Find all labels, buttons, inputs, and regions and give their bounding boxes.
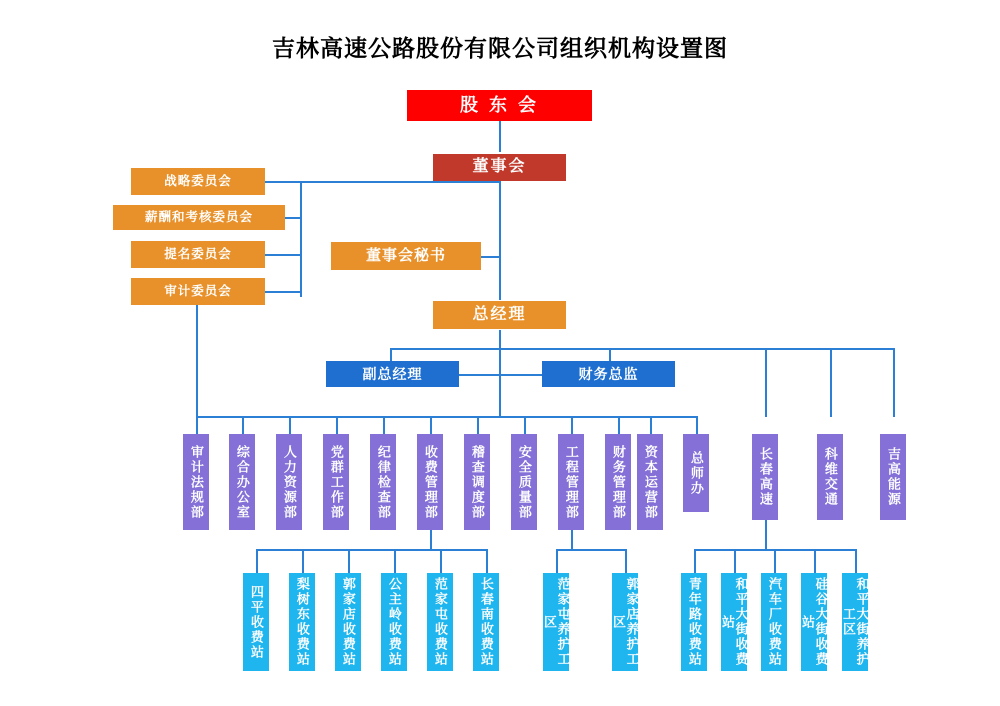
connector-committee-1 xyxy=(265,181,500,183)
connector-branch-right-3 xyxy=(893,348,895,417)
node-department-9[interactable]: 财务管理部 xyxy=(605,434,631,530)
node-committee-2[interactable]: 提名委员会 xyxy=(131,241,265,268)
connector-gm-branch xyxy=(390,348,893,350)
node-department-12[interactable]: 长春高速 xyxy=(752,434,778,520)
connector-dept-stub-12 xyxy=(696,416,698,434)
node-maintenance-zone-0[interactable]: 范家屯养护工区 xyxy=(543,573,569,671)
connector-dept-stub-11 xyxy=(650,416,652,434)
node-toll-station-2[interactable]: 郭家店收费站 xyxy=(335,573,361,671)
connector-dept-stub-6 xyxy=(430,416,432,434)
node-committee-3[interactable]: 审计委员会 xyxy=(131,278,265,305)
connector-cc-stub-3 xyxy=(774,549,776,573)
connector-dept-stub-4 xyxy=(336,416,338,434)
node-board-of-directors[interactable]: 董事会 xyxy=(433,154,566,181)
node-maintenance-zone-1[interactable]: 郭家店养护工区 xyxy=(612,573,638,671)
connector-branch-right-1 xyxy=(765,348,767,417)
node-toll-station-3[interactable]: 公主岭收费站 xyxy=(381,573,407,671)
node-department-1[interactable]: 综合办公室 xyxy=(229,434,255,530)
node-changchun-unit-3[interactable]: 硅谷大街收费站 xyxy=(801,573,827,671)
connector-toll-stub-6 xyxy=(486,549,488,573)
node-shareholders-meeting[interactable]: 股 东 会 xyxy=(407,90,592,121)
connector-dept-stub-7 xyxy=(477,416,479,434)
connector-toll-stub-3 xyxy=(348,549,350,573)
connector-shareholders-board xyxy=(499,120,501,152)
connector-cc-stub-5 xyxy=(855,549,857,573)
connector-committee-2 xyxy=(285,217,301,219)
node-toll-station-5[interactable]: 长春南收费站 xyxy=(473,573,499,671)
node-department-13[interactable]: 科维交通 xyxy=(817,434,843,520)
connector-toll-bus xyxy=(256,549,486,551)
connector-committee-3 xyxy=(265,254,301,256)
connector-branch-right-2 xyxy=(830,348,832,417)
node-toll-station-1[interactable]: 梨树东收费站 xyxy=(289,573,315,671)
node-department-6[interactable]: 稽查调度部 xyxy=(464,434,490,530)
node-department-2[interactable]: 人力资源部 xyxy=(276,434,302,530)
connector-dept-spine-down xyxy=(499,374,501,416)
connector-maint-stub-2 xyxy=(625,549,627,573)
node-department-7[interactable]: 安全质量部 xyxy=(511,434,537,530)
node-department-11[interactable]: 总师办 xyxy=(683,434,709,512)
connector-dept-stub-9 xyxy=(571,416,573,434)
node-toll-station-0[interactable]: 四平收费站 xyxy=(243,573,269,671)
node-changchun-unit-0[interactable]: 青年路收费站 xyxy=(681,573,707,671)
node-department-3[interactable]: 党群工作部 xyxy=(323,434,349,530)
connector-toll-stub-4 xyxy=(394,549,396,573)
connector-cc-down xyxy=(765,520,767,550)
node-toll-station-4[interactable]: 范家屯收费站 xyxy=(427,573,453,671)
connector-cc-stub-1 xyxy=(694,549,696,573)
connector-cc-stub-4 xyxy=(814,549,816,573)
connector-maint-bus xyxy=(556,549,626,551)
node-department-14[interactable]: 吉高能源 xyxy=(880,434,906,520)
connector-board-gm xyxy=(499,181,501,300)
connector-toll-stub-1 xyxy=(256,549,258,573)
connector-toll-stub-5 xyxy=(440,549,442,573)
connector-committee-4 xyxy=(265,291,301,293)
node-department-8[interactable]: 工程管理部 xyxy=(558,434,584,530)
connector-toll-stub-2 xyxy=(302,549,304,573)
connector-maint-stub-1 xyxy=(556,549,558,573)
node-changchun-unit-4[interactable]: 和平大街养护工区 xyxy=(842,573,868,671)
node-committee-0[interactable]: 战略委员会 xyxy=(131,168,265,195)
node-department-0[interactable]: 审计法规部 xyxy=(183,434,209,530)
connector-dept-stub-1 xyxy=(196,416,198,434)
node-department-5[interactable]: 收费管理部 xyxy=(417,434,443,530)
node-changchun-unit-1[interactable]: 和平大街收费站 xyxy=(721,573,747,671)
connector-cc-stub-2 xyxy=(734,549,736,573)
node-board-secretary[interactable]: 董事会秘书 xyxy=(331,242,481,270)
node-changchun-unit-2[interactable]: 汽车厂收费站 xyxy=(761,573,787,671)
node-cfo[interactable]: 财务总监 xyxy=(542,361,675,387)
node-department-10[interactable]: 资本运营部 xyxy=(637,434,663,530)
node-department-4[interactable]: 纪律检查部 xyxy=(370,434,396,530)
connector-dept-stub-8 xyxy=(524,416,526,434)
connector-dept-stub-5 xyxy=(383,416,385,434)
node-deputy-general-manager[interactable]: 副总经理 xyxy=(326,361,459,387)
node-general-manager[interactable]: 总经理 xyxy=(433,301,566,329)
connector-gm-down xyxy=(499,330,501,375)
connector-dept-bus xyxy=(196,416,696,418)
connector-dept-stub-2 xyxy=(242,416,244,434)
connector-committee-to-dept xyxy=(196,291,198,417)
connector-committee-bus xyxy=(300,181,302,297)
connector-dept-stub-10 xyxy=(618,416,620,434)
connector-secretary-spine xyxy=(480,256,500,258)
node-committee-1[interactable]: 薪酬和考核委员会 xyxy=(113,205,285,230)
connector-dept-stub-3 xyxy=(289,416,291,434)
page-title: 吉林高速公路股份有限公司组织机构设置图 xyxy=(272,35,728,62)
